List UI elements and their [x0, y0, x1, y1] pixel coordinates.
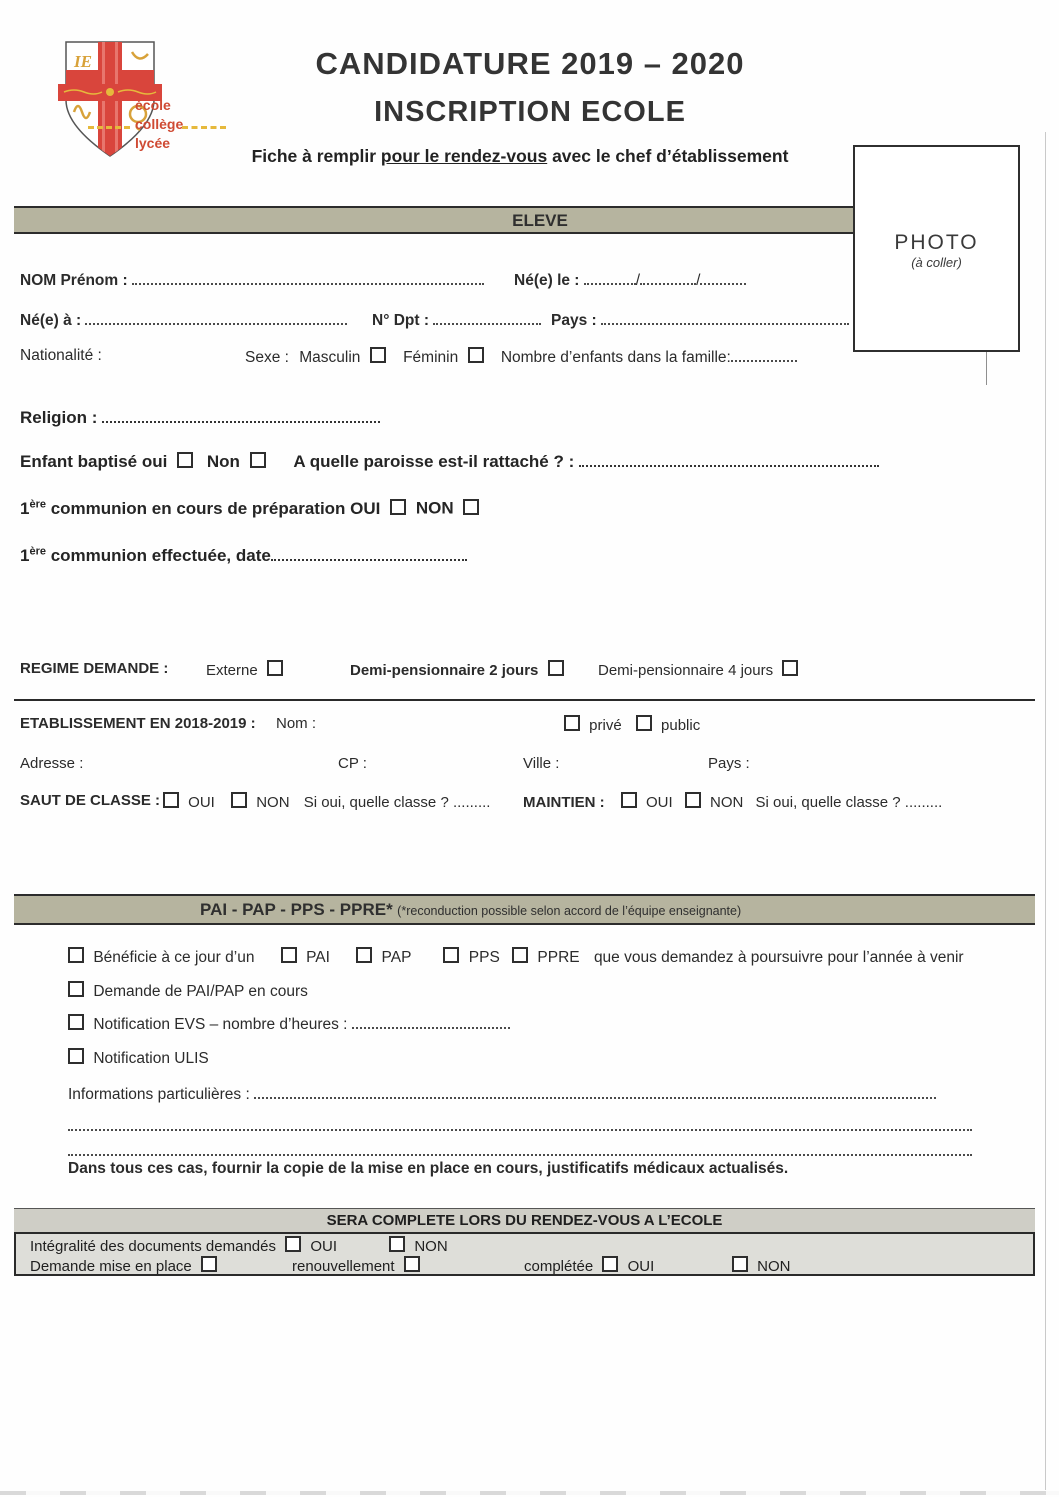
fill-line-mois[interactable]: [640, 270, 696, 285]
option-demi-pensionnaire-2j: Demi-pensionnaire 2 jours: [350, 662, 539, 679]
item-notification-evs: Notification EVS – nombre d’heures :: [93, 1016, 348, 1033]
checkbox-maintien-oui[interactable]: [621, 792, 637, 808]
fill-line-dpt[interactable]: [433, 310, 541, 325]
field-label-maintien-si-oui: Si oui, quelle classe ? .........: [755, 794, 943, 811]
logo-dash-right: [182, 126, 226, 129]
row1-oui: OUI: [310, 1238, 337, 1255]
checkbox-pps[interactable]: [443, 947, 459, 963]
field-label-infos-particulieres: Informations particulières :: [68, 1086, 250, 1103]
field-label-cp: CP :: [338, 755, 367, 772]
checkbox-maintien-non[interactable]: [685, 792, 701, 808]
note-underlined: pour le rendez-vous: [380, 146, 548, 166]
checkbox-saut-oui[interactable]: [163, 792, 179, 808]
checkbox-notification-evs[interactable]: [68, 1014, 84, 1030]
table-body-rdv: [14, 1232, 1035, 1276]
checkbox-saut-non[interactable]: [231, 792, 247, 808]
row1-label: Intégralité des documents demandés: [30, 1238, 276, 1255]
field-label-ne-a: Né(e) à :: [20, 312, 82, 329]
checkbox-beneficie[interactable]: [68, 947, 84, 963]
checkbox-demi-pensionnaire-2j[interactable]: [548, 660, 564, 676]
field-label-enfants: Nombre d’enfants dans la famille:: [500, 349, 731, 366]
checkbox-pap[interactable]: [356, 947, 372, 963]
row2-renouvellement: renouvellement: [292, 1258, 395, 1275]
fill-line-pays[interactable]: [601, 310, 849, 325]
field-label-ne-le: Né(e) le :: [514, 272, 580, 289]
option-externe: Externe: [206, 662, 258, 679]
field-label-maintien: MAINTIEN :: [523, 794, 605, 811]
photo-box: [853, 145, 1020, 352]
checkbox-communion-prep-non[interactable]: [463, 499, 479, 515]
field-label-baptise: Enfant baptisé oui: [20, 452, 168, 471]
item-notification-ulis: Notification ULIS: [93, 1050, 209, 1067]
field-label-nationalite: Nationalité :: [20, 347, 102, 364]
checkbox-mise-en-place[interactable]: [201, 1256, 217, 1272]
table-row-demande: [16, 1256, 1033, 1276]
option-pap: PAP: [381, 949, 412, 966]
logo-caption-ecole: école: [135, 97, 171, 113]
fill-line-enfants[interactable]: [731, 347, 797, 362]
fill-line-infos-2[interactable]: [68, 1116, 972, 1131]
section-bar-pai-note: (*reconduction possible selon accord de l’équipe enseignante): [397, 904, 742, 918]
fill-line-communion-date[interactable]: [271, 546, 467, 561]
checkbox-completee-oui[interactable]: [602, 1256, 618, 1272]
field-label-saut-de-classe: SAUT DE CLASSE :: [20, 792, 161, 809]
scan-artifact-bottom-edge: [0, 1491, 1059, 1495]
photo-label: PHOTO: [894, 231, 979, 254]
section-divider: [14, 699, 1035, 701]
field-label-sexe: Sexe :: [245, 349, 289, 366]
item-beneficie-suffix: que vous demandez à poursuivre pour l’année à venir: [593, 949, 964, 966]
logo-caption: [135, 96, 183, 153]
fill-line-infos-3[interactable]: [68, 1141, 972, 1156]
field-label-communion-prep: 1ère communion en cours de préparation OUI: [20, 498, 381, 518]
row2-completee: complétée: [524, 1258, 594, 1275]
item-demande-pai-pap: Demande de PAI/PAP en cours: [93, 983, 308, 1000]
option-ppre: PPRE: [537, 949, 580, 966]
logo-dash-left: [88, 126, 130, 129]
field-label-dpt: N° Dpt :: [372, 312, 429, 329]
option-masculin: Masculin: [299, 349, 361, 366]
checkbox-docs-non[interactable]: [389, 1236, 405, 1252]
option-pps: PPS: [468, 949, 500, 966]
checkbox-public[interactable]: [636, 715, 652, 731]
pai-bottom-note: Dans tous ces cas, fournir la copie de la mise en place en cours, justificatifs médicaux actualisés.: [68, 1160, 789, 1177]
photo-sublabel: (à coller): [911, 255, 962, 270]
fill-line-paroisse[interactable]: [579, 452, 879, 467]
table-header-rdv: SERA COMPLETE LORS DU RENDEZ-VOUS A L’ECOLE: [14, 1208, 1035, 1232]
option-feminin: Féminin: [403, 349, 459, 366]
page-subtitle: INSCRIPTION ECOLE: [374, 96, 686, 128]
option-saut-oui: OUI: [188, 794, 215, 811]
field-label-regime: REGIME DEMANDE :: [20, 660, 169, 677]
field-label-paroisse: A quelle paroisse est-il rattaché ? :: [293, 452, 575, 471]
page-title: CANDIDATURE 2019 – 2020: [315, 46, 745, 81]
fill-line-nom-prenom[interactable]: [132, 270, 484, 285]
fill-line-infos-1[interactable]: [254, 1084, 936, 1099]
section-bar-eleve: [14, 206, 853, 234]
option-maintien-oui: OUI: [646, 794, 673, 811]
note-prefix: Fiche à remplir: [251, 146, 381, 166]
checkbox-ppre[interactable]: [512, 947, 528, 963]
svg-text:IE: IE: [74, 52, 92, 71]
page-note: [120, 146, 920, 167]
fill-line-evs-heures[interactable]: [352, 1014, 510, 1029]
field-label-nom-prenom: NOM Prénom :: [20, 272, 128, 289]
field-label-baptise-non: Non: [206, 452, 240, 471]
fill-line-jour[interactable]: [584, 270, 636, 285]
fill-line-ne-a[interactable]: [85, 310, 347, 325]
checkbox-feminin[interactable]: [468, 347, 484, 363]
field-label-etab-nom: Nom :: [276, 715, 317, 732]
checkbox-docs-oui[interactable]: [285, 1236, 301, 1252]
section-bar-pai: [14, 894, 1035, 925]
option-prive: privé: [589, 717, 622, 734]
field-label-ville: Ville :: [523, 755, 560, 772]
checkbox-demande-pai-pap[interactable]: [68, 981, 84, 997]
field-label-adresse: Adresse :: [20, 755, 84, 772]
field-label-etab-pays: Pays :: [708, 755, 750, 772]
scan-artifact-line: [986, 352, 987, 385]
option-saut-non: NON: [256, 794, 290, 811]
scan-artifact-line: [1045, 132, 1046, 1490]
checkbox-baptise-oui[interactable]: [177, 452, 193, 468]
option-pai: PAI: [306, 949, 330, 966]
checkbox-baptise-non[interactable]: [250, 452, 266, 468]
field-label-saut-si-oui: Si oui, quelle classe ? .........: [303, 794, 491, 811]
scanned-form-page: IE école collège lycée CANDIDATURE 2019 – 2020 INSCRIPTION ECOLE Fiche à remplir pour le rendez-vous avec le chef d’établissement PHOTO (à coller) ELEVE NOM Prénom : Né(e) le : / / Né(e) à : N° Dpt : Pays : Nationalité : Sexe : Masculin Féminin Nombre d’enfants dans la famille: Religion : Enfant baptisé oui Non A quelle paroisse est-il rattaché ? : 1ère communion en cours de préparation OUI NON 1ère communion effectuée, date REGIME DEMANDE : Externe Demi-pensionnaire 2 jours Demi-pensionnaire 4 jours ETABLISSEMENT EN 2018-2019 : Nom : privé public Adresse : CP : Ville : Pays : SAUT DE CLASSE : OUI NON Si oui, quelle classe ? ......... MAINTIEN : OUI NON Si oui, quelle classe ? ......... PAI - PAP - PPS - PPRE* (*reconduction possible selon accord de l’équipe enseignante) Bénéficie à ce jour d’un PAI PAP PPS PPRE que vous demandez à poursuivre pour l’année à venir Demande de PAI/PAP en cours Notification EVS – nombre d’heures : Notification ULIS Informations particulières : Dans tous ces cas, fournir la copie de la mise en place en cours, justificatifs médicaux actualisés. SERA COMPLETE LORS DU RENDEZ-VOUS A L’ECOLE Intégralité des documents demandés OUI NON Demande mise en place renouvellement complétée OUI NON: [0, 0, 1059, 1497]
section-bar-pai-title: PAI - PAP - PPS - PPRE*: [200, 900, 393, 919]
item-beneficie-label: Bénéficie à ce jour d’un: [93, 949, 255, 966]
checkbox-masculin[interactable]: [370, 347, 386, 363]
option-demi-pensionnaire-4j: Demi-pensionnaire 4 jours: [598, 662, 774, 679]
field-label-religion: Religion :: [20, 408, 98, 427]
section-bar-eleve-label: ELEVE: [512, 211, 568, 230]
field-label-pays: Pays :: [551, 312, 597, 329]
checkbox-demi-pensionnaire-4j[interactable]: [782, 660, 798, 676]
row2-oui: OUI: [627, 1258, 655, 1275]
field-label-communion-faite: 1ère communion effectuée, date: [20, 545, 271, 565]
checkbox-completee-non[interactable]: [732, 1256, 748, 1272]
checkbox-pai[interactable]: [281, 947, 297, 963]
option-public: public: [661, 717, 701, 734]
fill-line-annee[interactable]: [700, 270, 746, 285]
row2-non: NON: [757, 1258, 791, 1275]
row1-non: NON: [414, 1238, 448, 1255]
field-label-etablissement: ETABLISSEMENT EN 2018-2019 :: [20, 715, 256, 732]
row2-demande: Demande mise en place: [30, 1258, 192, 1275]
checkbox-prive[interactable]: [564, 715, 580, 731]
table-row-documents: [16, 1236, 1033, 1256]
checkbox-renouvellement[interactable]: [404, 1256, 420, 1272]
checkbox-notification-ulis[interactable]: [68, 1048, 84, 1064]
checkbox-communion-prep-oui[interactable]: [390, 499, 406, 515]
option-maintien-non: NON: [710, 794, 744, 811]
fill-line-religion[interactable]: [102, 408, 380, 423]
field-label-communion-prep-non: NON: [415, 498, 454, 518]
logo-caption-lycee: lycée: [135, 135, 171, 151]
note-suffix: avec le chef d’établissement: [547, 146, 789, 166]
logo-caption-college: collège: [135, 116, 184, 132]
checkbox-externe[interactable]: [267, 660, 283, 676]
